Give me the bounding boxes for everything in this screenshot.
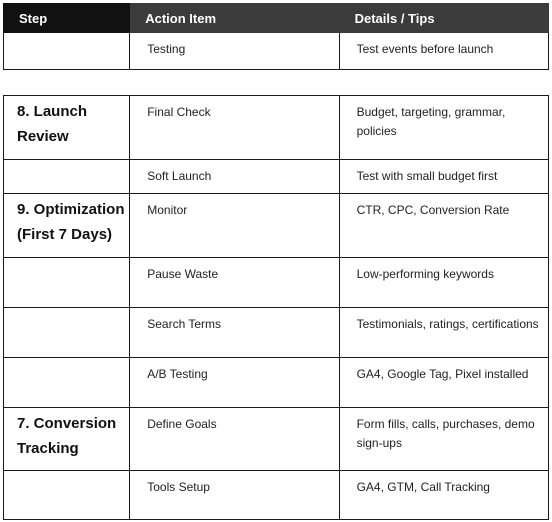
- details-cell: [339, 96, 548, 160]
- action-cell: [130, 408, 339, 471]
- action-label: Monitor: [147, 203, 188, 217]
- step-cell: [4, 258, 130, 308]
- table-row: [4, 33, 549, 70]
- action-cell: [130, 96, 339, 160]
- table-row: [4, 408, 549, 471]
- table-row: [4, 258, 549, 308]
- table-top: [3, 3, 549, 70]
- step-cell: [4, 408, 130, 471]
- details-cell: [339, 471, 548, 520]
- details-cell: [339, 160, 548, 194]
- table-row: [4, 308, 549, 358]
- step-label: [4, 308, 129, 311]
- details-label: Test with small budget first: [356, 169, 498, 183]
- action-label: Search Terms: [147, 317, 222, 331]
- action-cell: [130, 308, 339, 358]
- step-label: [4, 160, 129, 163]
- header-details: Details / Tips: [339, 4, 548, 33]
- action-label: Tools Setup: [147, 480, 210, 494]
- details-label: GA4, GTM, Call Tracking: [356, 480, 490, 494]
- action-label: A/B Testing: [147, 367, 208, 381]
- action-label: Pause Waste: [147, 267, 219, 281]
- table-row: [4, 471, 549, 520]
- table-bottom: [3, 95, 549, 520]
- details-cell: [339, 194, 548, 258]
- step-cell: [4, 194, 130, 258]
- table-row: [4, 358, 549, 408]
- step-label: [4, 358, 129, 361]
- details-cell: [339, 408, 548, 471]
- step-label: [4, 33, 129, 36]
- details-cell: [339, 308, 548, 358]
- step-label: 9. Optimization (First 7 Days): [17, 201, 125, 243]
- details-label: Budget, targeting, grammar, policies: [356, 105, 506, 138]
- action-label: Final Check: [147, 105, 211, 119]
- action-cell: [130, 160, 339, 194]
- details-cell: [339, 358, 548, 408]
- action-label: Soft Launch: [147, 169, 212, 183]
- header-row: [4, 4, 549, 33]
- details-label: Low-performing keywords: [356, 267, 494, 281]
- details-label: CTR, CPC, Conversion Rate: [356, 203, 510, 217]
- step-label: 8. Launch Review: [17, 103, 88, 145]
- details-label: GA4, Google Tag, Pixel installed: [356, 367, 529, 381]
- step-cell: [4, 358, 130, 408]
- details-cell: [339, 258, 548, 308]
- action-cell: [130, 471, 339, 520]
- step-cell: [4, 308, 130, 358]
- step-cell: [4, 96, 130, 160]
- action-label: Define Goals: [147, 417, 217, 431]
- table-row: [4, 160, 549, 194]
- step-label: [4, 471, 129, 474]
- step-label: [4, 258, 129, 261]
- details-label: Test events before launch: [356, 42, 494, 56]
- step-cell: [4, 471, 130, 520]
- step-cell: [4, 33, 130, 70]
- details-label: Form fills, calls, purchases, demo sign-ups: [356, 417, 535, 450]
- action-cell: [130, 258, 339, 308]
- action-cell: [130, 33, 339, 70]
- header-step: Step: [4, 4, 130, 33]
- details-cell: [339, 33, 548, 70]
- header-action: Action Item: [130, 4, 339, 33]
- table-row: [4, 96, 549, 160]
- action-label: Testing: [147, 42, 186, 56]
- action-cell: [130, 358, 339, 408]
- action-cell: [130, 194, 339, 258]
- details-label: Testimonials, ratings, certifications: [356, 317, 539, 331]
- step-cell: [4, 160, 130, 194]
- table-row: [4, 194, 549, 258]
- step-label: 7. Conversion Tracking: [17, 415, 117, 457]
